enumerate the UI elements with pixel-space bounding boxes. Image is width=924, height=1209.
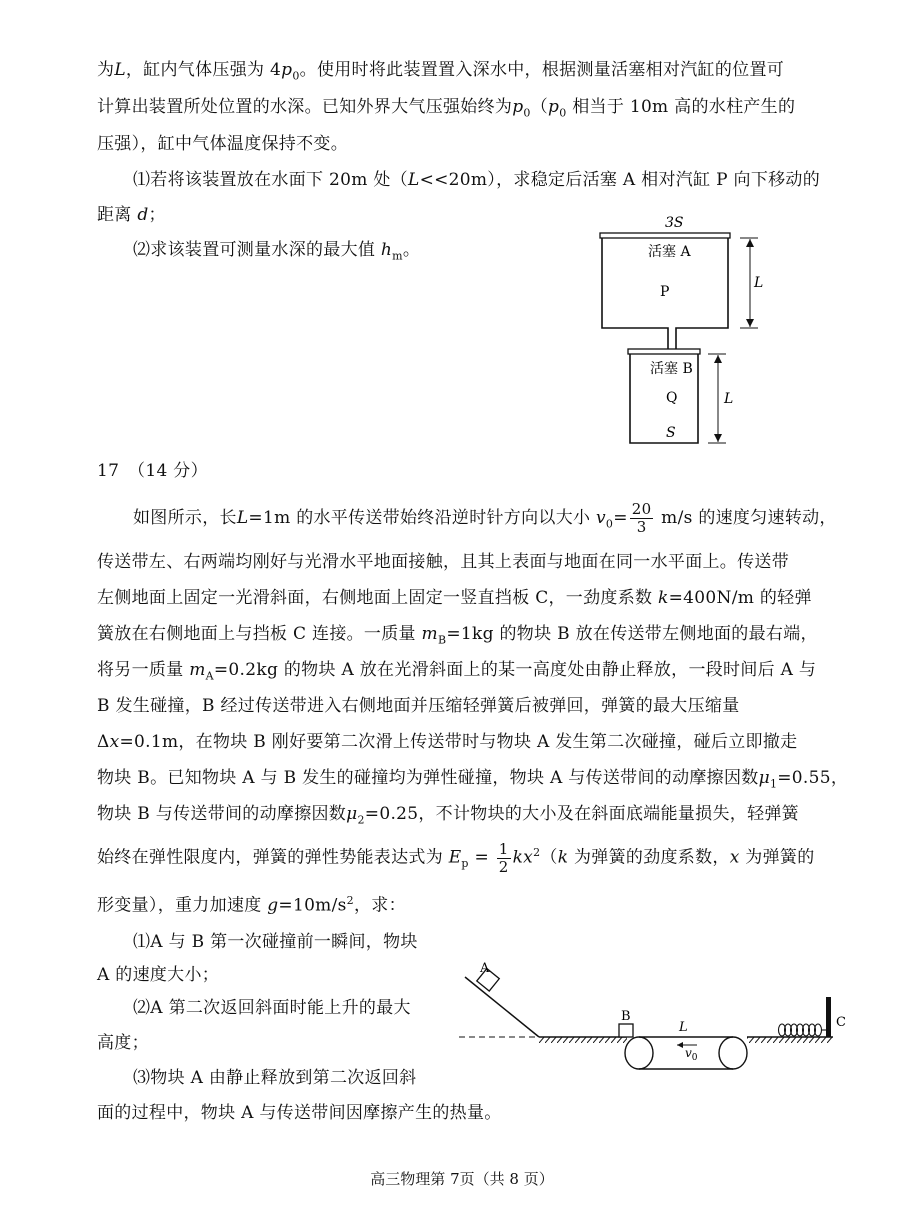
q16-sub1-line2: 距离 d； <box>97 205 166 225</box>
q17-line6: B 发生碰撞，B 经过传送带进入右侧地面并压缩轻弹簧后被弹回，弹簧的最大压缩量 <box>97 696 740 716</box>
q17-heading: 17 （14 分） <box>97 461 208 481</box>
piston-a-label: 活塞 A <box>648 244 691 260</box>
velocity-label: $v_0$ <box>685 1046 698 1063</box>
page-footer: 高三物理第 7页（共 8 页） <box>370 1170 554 1188</box>
fraction-v0: $\frac{20}{3}$ <box>631 500 652 536</box>
q17-sub2-line1: ⑵A 第二次返回斜面时能上升的最大 <box>133 998 411 1018</box>
q17-line1: 如图所示，长L=1m 的水平传送带始终沿逆时针方向以大小 $v_0=$ $\frac{20}{3}$ m/s 的速度匀速转动， <box>133 500 837 536</box>
q16-sub2: ⑵求该装置可测量水深的最大值 $h_m$。 <box>133 240 421 263</box>
q17-sub2-line2: 高度； <box>97 1033 149 1053</box>
wall-c-label: C <box>836 1015 846 1030</box>
piston-b-plate <box>628 349 700 354</box>
q17-line10: 始终在弹性限度内，弹簧的弹性势能表达式为 $E_p$ = $\frac{1}{2}$ $kx^2(k$ 为弹簧的劲度系数，x 为弹簧的 <box>97 839 815 876</box>
block-a-label: A <box>480 961 490 976</box>
q17-line9: 物块 B 与传送带间的动摩擦因数$\mu_2=0.25$，不计物块的大小及在斜面底端能量损失，轻弹簧 <box>97 804 799 827</box>
length-label-top: L <box>754 275 764 291</box>
block-b <box>619 1024 633 1037</box>
wall-c <box>826 997 831 1037</box>
cylinder-diagram <box>590 205 790 455</box>
fraction-half: $\frac{1}{2}$ <box>498 839 509 876</box>
q17-line2: 传送带左、右两端均刚好与光滑水平地面接触，且其上表面与地面在同一水平面上。传送带 <box>97 552 789 572</box>
q17-sub1-line1: ⑴A 与 B 第一次碰撞前一瞬间，物块 <box>133 932 418 952</box>
q17-sub1-line2: A 的速度大小； <box>97 965 220 985</box>
q16-intro-line2: 计算出装置所处位置的水深。已知外界大气压强始终为$p_0(p_0$ 相当于 10m 高的水柱产生的 <box>97 97 796 120</box>
block-b-label: B <box>621 1009 631 1024</box>
piston-b-label: 活塞 B <box>650 361 693 377</box>
q17-line3: 左侧地面上固定一光滑斜面，右侧地面上固定一竖直挡板 C，一劲度系数 k=400N/m 的轻弹 <box>97 588 812 608</box>
piston-a-plate <box>600 233 730 238</box>
q17-line7: Δx=0.1m，在物块 B 刚好要第二次滑上传送带时与物块 A 发生第二次碰撞，碰后立即撤走 <box>97 732 798 752</box>
area-label-s: S <box>666 425 676 441</box>
q17-sub3-line1: ⑶物块 A 由静止释放到第二次返回斜 <box>133 1068 417 1088</box>
q17-line5: 将另一质量 $m_A=0.2kg$ 的物块 A 放在光滑斜面上的某一高度处由静止释放，一段时间后 A 与 <box>97 660 817 683</box>
q17-line8: 物块 B。已知物块 A 与 B 发生的碰撞均为弹性碰撞，物块 A 与传送带间的动摩擦因数$\mu_1=0.55$， <box>97 768 849 791</box>
length-label-bottom: L <box>724 391 734 407</box>
q17-sub3-line2: 面的过程中，物块 A 与传送带间因摩擦产生的热量。 <box>97 1103 502 1123</box>
q16-intro-line1: 为L，缸内气体压强为 $4p_0$。使用时将此装置置入深水中，根据测量活塞相对汽缸的位置可 <box>97 60 785 83</box>
belt-length-label: L <box>679 1020 688 1035</box>
cylinder-q-label: Q <box>666 390 678 406</box>
q16-intro-line3: 压强），缸中气体温度保持不变。 <box>97 134 348 154</box>
q16-sub1-line1: ⑴若将该装置放在水面下 20m 处（L<<20m），求稳定后活塞 A 相对汽缸 P 向下移动的 <box>133 170 821 190</box>
cylinder-p-label: P <box>660 284 670 300</box>
q17-line11: 形变量），重力加速度 $g=10m/s^2$，求： <box>97 894 406 916</box>
incline-surface <box>465 977 539 1037</box>
figure-label-3s: 3S <box>665 215 684 231</box>
spring <box>779 1024 827 1036</box>
conveyor-diagram <box>455 952 855 1082</box>
q17-line4: 簧放在右侧地面上与挡板 C 连接。一质量 $m_B=1kg$ 的物块 B 放在传送带左侧地面的最右端， <box>97 624 818 647</box>
left-roller <box>625 1037 653 1069</box>
right-roller <box>719 1037 747 1069</box>
